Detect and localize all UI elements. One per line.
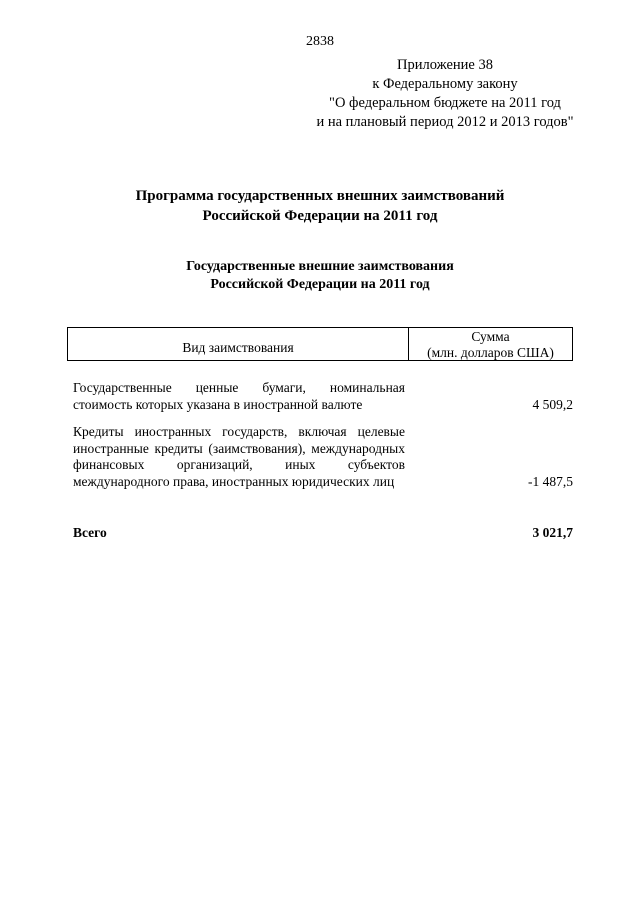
title-line: Российской Федерации на 2011 год — [202, 208, 438, 224]
table-row — [73, 380, 573, 413]
title-line: Программа государственных внешних заимствований — [135, 188, 505, 204]
appendix-line: "О федеральном бюджете на 2011 год — [329, 95, 561, 111]
total-label: Всего — [73, 525, 107, 540]
appendix-line: к Федеральному закону — [372, 76, 518, 92]
subtitle-line: Российской Федерации на 2011 год — [210, 277, 430, 292]
row-value: 4 509,2 — [532, 396, 573, 412]
row-description: Кредиты иностранных государств, включая целевые иностранные кредиты (заимствования), международных финансовых организаций, иных субъектов международного права, иностранных юридических лиц — [73, 424, 405, 489]
document-title — [0, 186, 640, 226]
appendix-line: Приложение 38 — [397, 57, 493, 73]
appendix-header — [300, 56, 590, 132]
total-value: 3 021,7 — [532, 525, 573, 540]
header-sum — [409, 328, 572, 360]
appendix-line: и на плановый период 2012 и 2013 годов" — [316, 114, 574, 130]
header-kind: Вид заимствования — [68, 328, 409, 360]
header-sum-line: Сумма — [471, 329, 510, 344]
page-number: 2838 — [306, 34, 334, 49]
table-title — [0, 258, 640, 294]
header-sum-unit: (млн. долларов США) — [427, 345, 554, 360]
table-header — [67, 327, 573, 361]
total-row — [73, 525, 573, 542]
row-description: Государственные ценные бумаги, номинальная стоимость которых указана в иностранной валюте — [73, 380, 405, 412]
subtitle-line: Государственные внешние заимствования — [186, 259, 454, 274]
table-row — [73, 424, 573, 490]
row-value: -1 487,5 — [528, 473, 573, 489]
